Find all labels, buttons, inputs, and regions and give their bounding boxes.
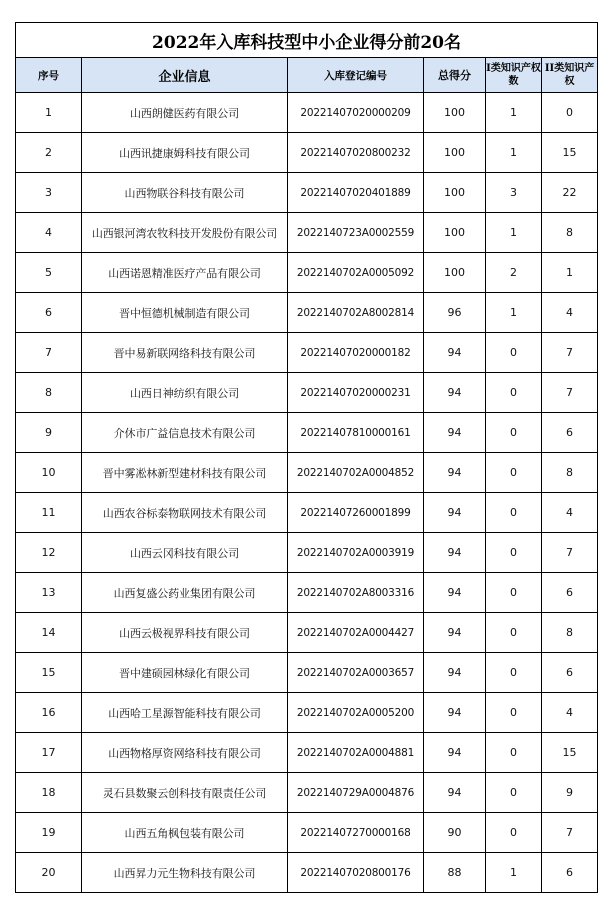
table-row [16,533,598,573]
header-company: 企业信息 [82,58,288,93]
cell-company: 山西日神纺织有限公司 [82,373,288,413]
cell-total-score: 94 [424,613,486,653]
cell-seq: 16 [16,693,82,733]
cell-ip-class2: 4 [542,693,598,733]
cell-ip-class2: 8 [542,213,598,253]
cell-reg-no: 20221407260001899 [288,493,424,533]
table-row [16,173,598,213]
cell-ip-class1: 0 [486,413,542,453]
cell-ip-class1: 0 [486,693,542,733]
cell-total-score: 100 [424,213,486,253]
table-title: 2022年入库科技型中小企业得分前20名 [16,23,598,58]
ranking-sheet [15,22,597,893]
cell-total-score: 94 [424,733,486,773]
cell-ip-class2: 0 [542,93,598,133]
table-row [16,413,598,453]
table-row [16,93,598,133]
table-row [16,693,598,733]
cell-ip-class1: 1 [486,93,542,133]
cell-total-score: 100 [424,133,486,173]
table-row [16,733,598,773]
cell-seq: 8 [16,373,82,413]
cell-reg-no: 2022140702A0003919 [288,533,424,573]
cell-reg-no: 2022140702A0004881 [288,733,424,773]
cell-ip-class2: 7 [542,533,598,573]
cell-total-score: 94 [424,653,486,693]
table-row [16,493,598,533]
cell-total-score: 96 [424,293,486,333]
table-row [16,573,598,613]
cell-seq: 13 [16,573,82,613]
cell-ip-class2: 6 [542,573,598,613]
table-row [16,613,598,653]
table-row [16,653,598,693]
cell-reg-no: 2022140702A0004427 [288,613,424,653]
cell-reg-no: 2022140702A0004852 [288,453,424,493]
cell-company: 山西物联谷科技有限公司 [82,173,288,213]
cell-total-score: 94 [424,493,486,533]
cell-seq: 15 [16,653,82,693]
cell-seq: 10 [16,453,82,493]
cell-company: 山西诺恩精准医疗产品有限公司 [82,253,288,293]
cell-ip-class2: 8 [542,613,598,653]
cell-ip-class2: 4 [542,493,598,533]
cell-company: 山西云极视界科技有限公司 [82,613,288,653]
cell-seq: 2 [16,133,82,173]
cell-reg-no: 20221407020800232 [288,133,424,173]
header-ip-class1: I类知识产权数 [486,58,542,93]
cell-seq: 14 [16,613,82,653]
header-seq: 序号 [16,58,82,93]
cell-ip-class1: 1 [486,213,542,253]
cell-reg-no: 20221407020401889 [288,173,424,213]
cell-seq: 3 [16,173,82,213]
cell-total-score: 100 [424,173,486,213]
cell-ip-class1: 0 [486,653,542,693]
cell-ip-class1: 0 [486,493,542,533]
table-row [16,773,598,813]
table-row [16,253,598,293]
cell-ip-class1: 0 [486,813,542,853]
cell-ip-class2: 7 [542,813,598,853]
cell-seq: 6 [16,293,82,333]
cell-ip-class1: 3 [486,173,542,213]
cell-ip-class2: 15 [542,133,598,173]
cell-reg-no: 2022140702A8002814 [288,293,424,333]
header-ip-class2: II类知识产权 [542,58,598,93]
cell-seq: 1 [16,93,82,133]
cell-reg-no: 20221407020000182 [288,333,424,373]
cell-ip-class1: 0 [486,733,542,773]
cell-company: 山西银河湾农牧科技开发股份有限公司 [82,213,288,253]
cell-ip-class2: 22 [542,173,598,213]
table-row [16,853,598,893]
cell-reg-no: 20221407810000161 [288,413,424,453]
cell-company: 山西农谷标泰物联网技术有限公司 [82,493,288,533]
cell-total-score: 94 [424,453,486,493]
cell-seq: 4 [16,213,82,253]
cell-reg-no: 2022140723A0002559 [288,213,424,253]
cell-company: 山西哈工星源智能科技有限公司 [82,693,288,733]
cell-ip-class1: 1 [486,133,542,173]
ranking-table [15,22,598,893]
cell-seq: 7 [16,333,82,373]
cell-company: 山西昇力元生物科技有限公司 [82,853,288,893]
table-row [16,213,598,253]
cell-reg-no: 2022140702A0005092 [288,253,424,293]
table-row [16,333,598,373]
cell-ip-class2: 6 [542,413,598,453]
cell-company: 晋中建硕园林绿化有限公司 [82,653,288,693]
cell-total-score: 100 [424,93,486,133]
cell-seq: 5 [16,253,82,293]
cell-total-score: 94 [424,533,486,573]
cell-company: 晋中恒德机械制造有限公司 [82,293,288,333]
cell-seq: 19 [16,813,82,853]
cell-ip-class1: 0 [486,613,542,653]
cell-company: 灵石县数聚云创科技有限责任公司 [82,773,288,813]
cell-reg-no: 2022140729A0004876 [288,773,424,813]
header-row [16,58,598,93]
cell-total-score: 94 [424,333,486,373]
cell-ip-class2: 7 [542,333,598,373]
header-total-score: 总得分 [424,58,486,93]
table-row [16,293,598,333]
header-reg-no: 入库登记编号 [288,58,424,93]
cell-seq: 11 [16,493,82,533]
cell-seq: 18 [16,773,82,813]
cell-total-score: 94 [424,373,486,413]
cell-reg-no: 20221407020800176 [288,853,424,893]
cell-ip-class2: 8 [542,453,598,493]
cell-ip-class2: 6 [542,653,598,693]
cell-total-score: 94 [424,773,486,813]
cell-reg-no: 20221407020000209 [288,93,424,133]
cell-company: 山西云冈科技有限公司 [82,533,288,573]
cell-company: 山西复盛公药业集团有限公司 [82,573,288,613]
cell-seq: 9 [16,413,82,453]
cell-ip-class1: 0 [486,333,542,373]
cell-company: 介休市广益信息技术有限公司 [82,413,288,453]
cell-total-score: 88 [424,853,486,893]
cell-ip-class1: 0 [486,373,542,413]
table-row [16,373,598,413]
table-row [16,813,598,853]
cell-total-score: 94 [424,693,486,733]
cell-ip-class2: 7 [542,373,598,413]
cell-seq: 12 [16,533,82,573]
table-body [16,93,598,893]
cell-total-score: 100 [424,253,486,293]
cell-ip-class2: 1 [542,253,598,293]
cell-reg-no: 2022140702A0003657 [288,653,424,693]
cell-ip-class1: 1 [486,853,542,893]
cell-reg-no: 2022140702A0005200 [288,693,424,733]
cell-ip-class1: 1 [486,293,542,333]
cell-company: 晋中雾凇林新型建材科技有限公司 [82,453,288,493]
cell-ip-class1: 0 [486,773,542,813]
table-row [16,133,598,173]
cell-company: 晋中易新联网络科技有限公司 [82,333,288,373]
cell-ip-class1: 0 [486,533,542,573]
cell-ip-class2: 4 [542,293,598,333]
cell-reg-no: 20221407020000231 [288,373,424,413]
cell-company: 山西讯捷康姆科技有限公司 [82,133,288,173]
table-row [16,453,598,493]
cell-total-score: 94 [424,413,486,453]
cell-ip-class1: 2 [486,253,542,293]
cell-seq: 20 [16,853,82,893]
cell-company: 山西物格厚资网络科技有限公司 [82,733,288,773]
cell-ip-class2: 15 [542,733,598,773]
cell-ip-class1: 0 [486,573,542,613]
cell-ip-class2: 6 [542,853,598,893]
cell-total-score: 94 [424,573,486,613]
cell-reg-no: 2022140702A8003316 [288,573,424,613]
cell-company: 山西朗健医药有限公司 [82,93,288,133]
cell-total-score: 90 [424,813,486,853]
cell-company: 山西五角枫包装有限公司 [82,813,288,853]
cell-ip-class1: 0 [486,453,542,493]
cell-seq: 17 [16,733,82,773]
cell-ip-class2: 9 [542,773,598,813]
cell-reg-no: 20221407270000168 [288,813,424,853]
